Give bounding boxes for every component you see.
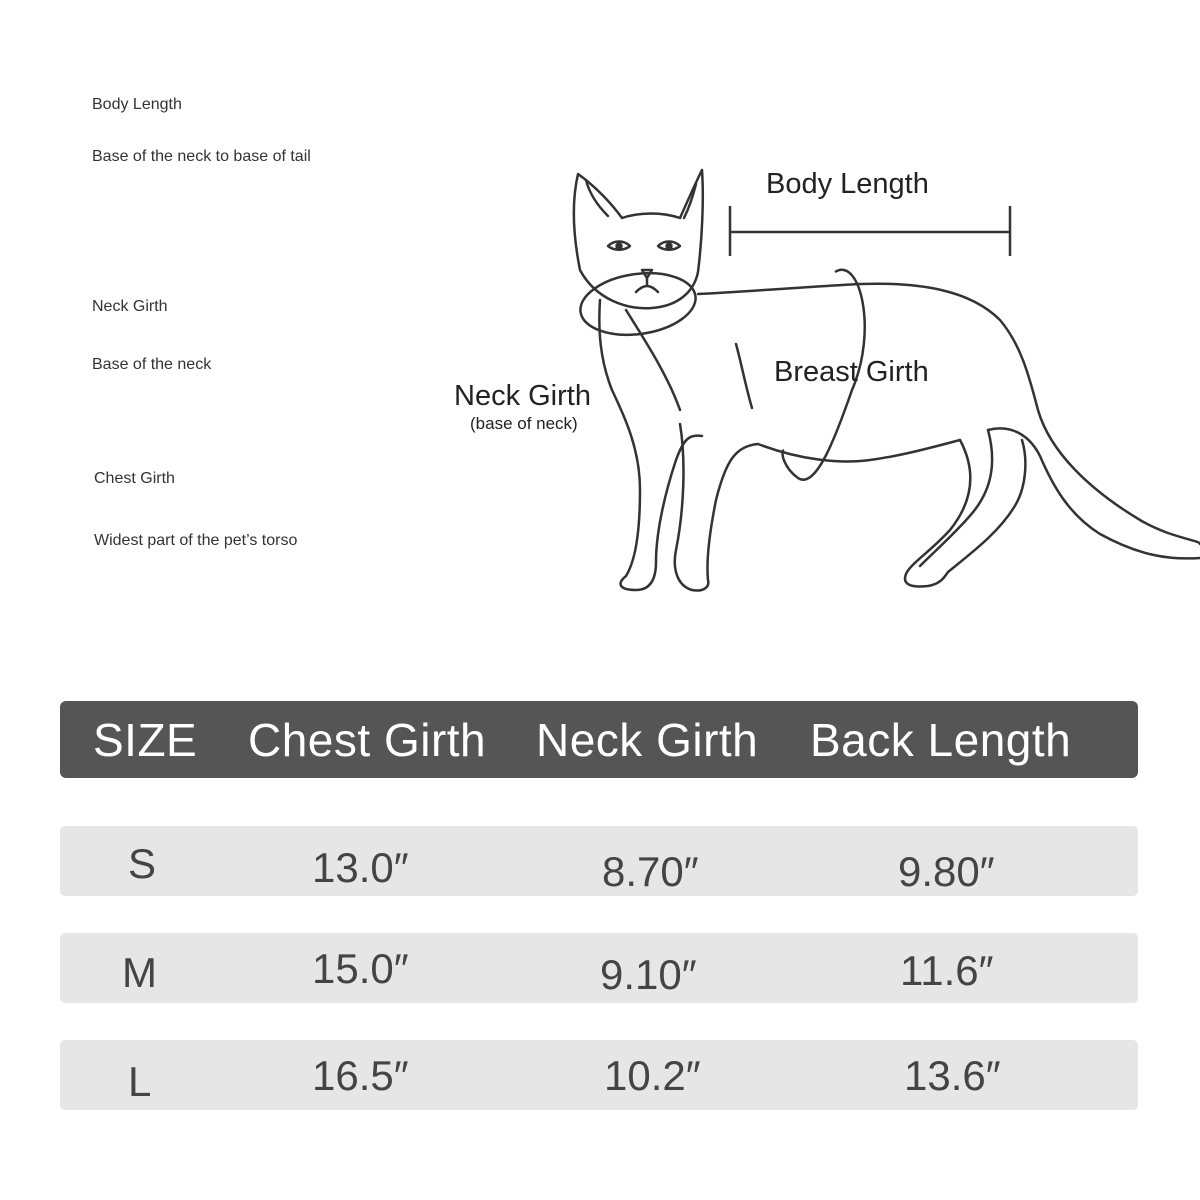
body-length-description: Base of the neck to base of tail: [92, 148, 311, 165]
body-length-heading: Body Length: [92, 96, 182, 113]
cell-size: S: [128, 840, 157, 887]
cell-size: M: [122, 949, 157, 996]
cell-neck-girth: 9.10″: [600, 951, 697, 998]
cell-back-length: 11.6″: [900, 947, 994, 994]
cell-chest-girth: 16.5″: [312, 1052, 409, 1099]
header-chest-girth: Chest Girth: [248, 714, 487, 766]
cat-measurement-diagram: [440, 160, 1200, 610]
neck-girth-description: Base of the neck: [92, 356, 212, 373]
cell-chest-girth: 15.0″: [312, 945, 409, 992]
size-table-header: [60, 701, 1138, 778]
table-row-l: [60, 1040, 1138, 1110]
diagram-breast-girth-label: Breast Girth: [774, 356, 929, 388]
chest-girth-description: Widest part of the pet’s torso: [94, 532, 298, 549]
cell-back-length: 9.80″: [898, 848, 995, 895]
diagram-neck-girth-sublabel: (base of neck): [470, 414, 578, 433]
cell-neck-girth: 10.2″: [604, 1052, 701, 1099]
cell-chest-girth: 13.0″: [312, 844, 409, 891]
cell-neck-girth: 8.70″: [602, 848, 699, 895]
diagram-neck-girth-label: Neck Girth: [454, 380, 591, 412]
header-neck-girth: Neck Girth: [536, 714, 759, 766]
chest-girth-heading: Chest Girth: [94, 470, 175, 487]
neck-girth-heading: Neck Girth: [92, 298, 168, 315]
diagram-body-length-label: Body Length: [766, 168, 929, 200]
header-size: SIZE: [93, 714, 198, 766]
table-row-m: [60, 933, 1138, 1003]
cell-back-length: 13.6″: [904, 1052, 1001, 1099]
header-back-length: Back Length: [810, 714, 1072, 766]
table-row-s: [60, 826, 1138, 896]
cell-size: L: [128, 1058, 152, 1105]
